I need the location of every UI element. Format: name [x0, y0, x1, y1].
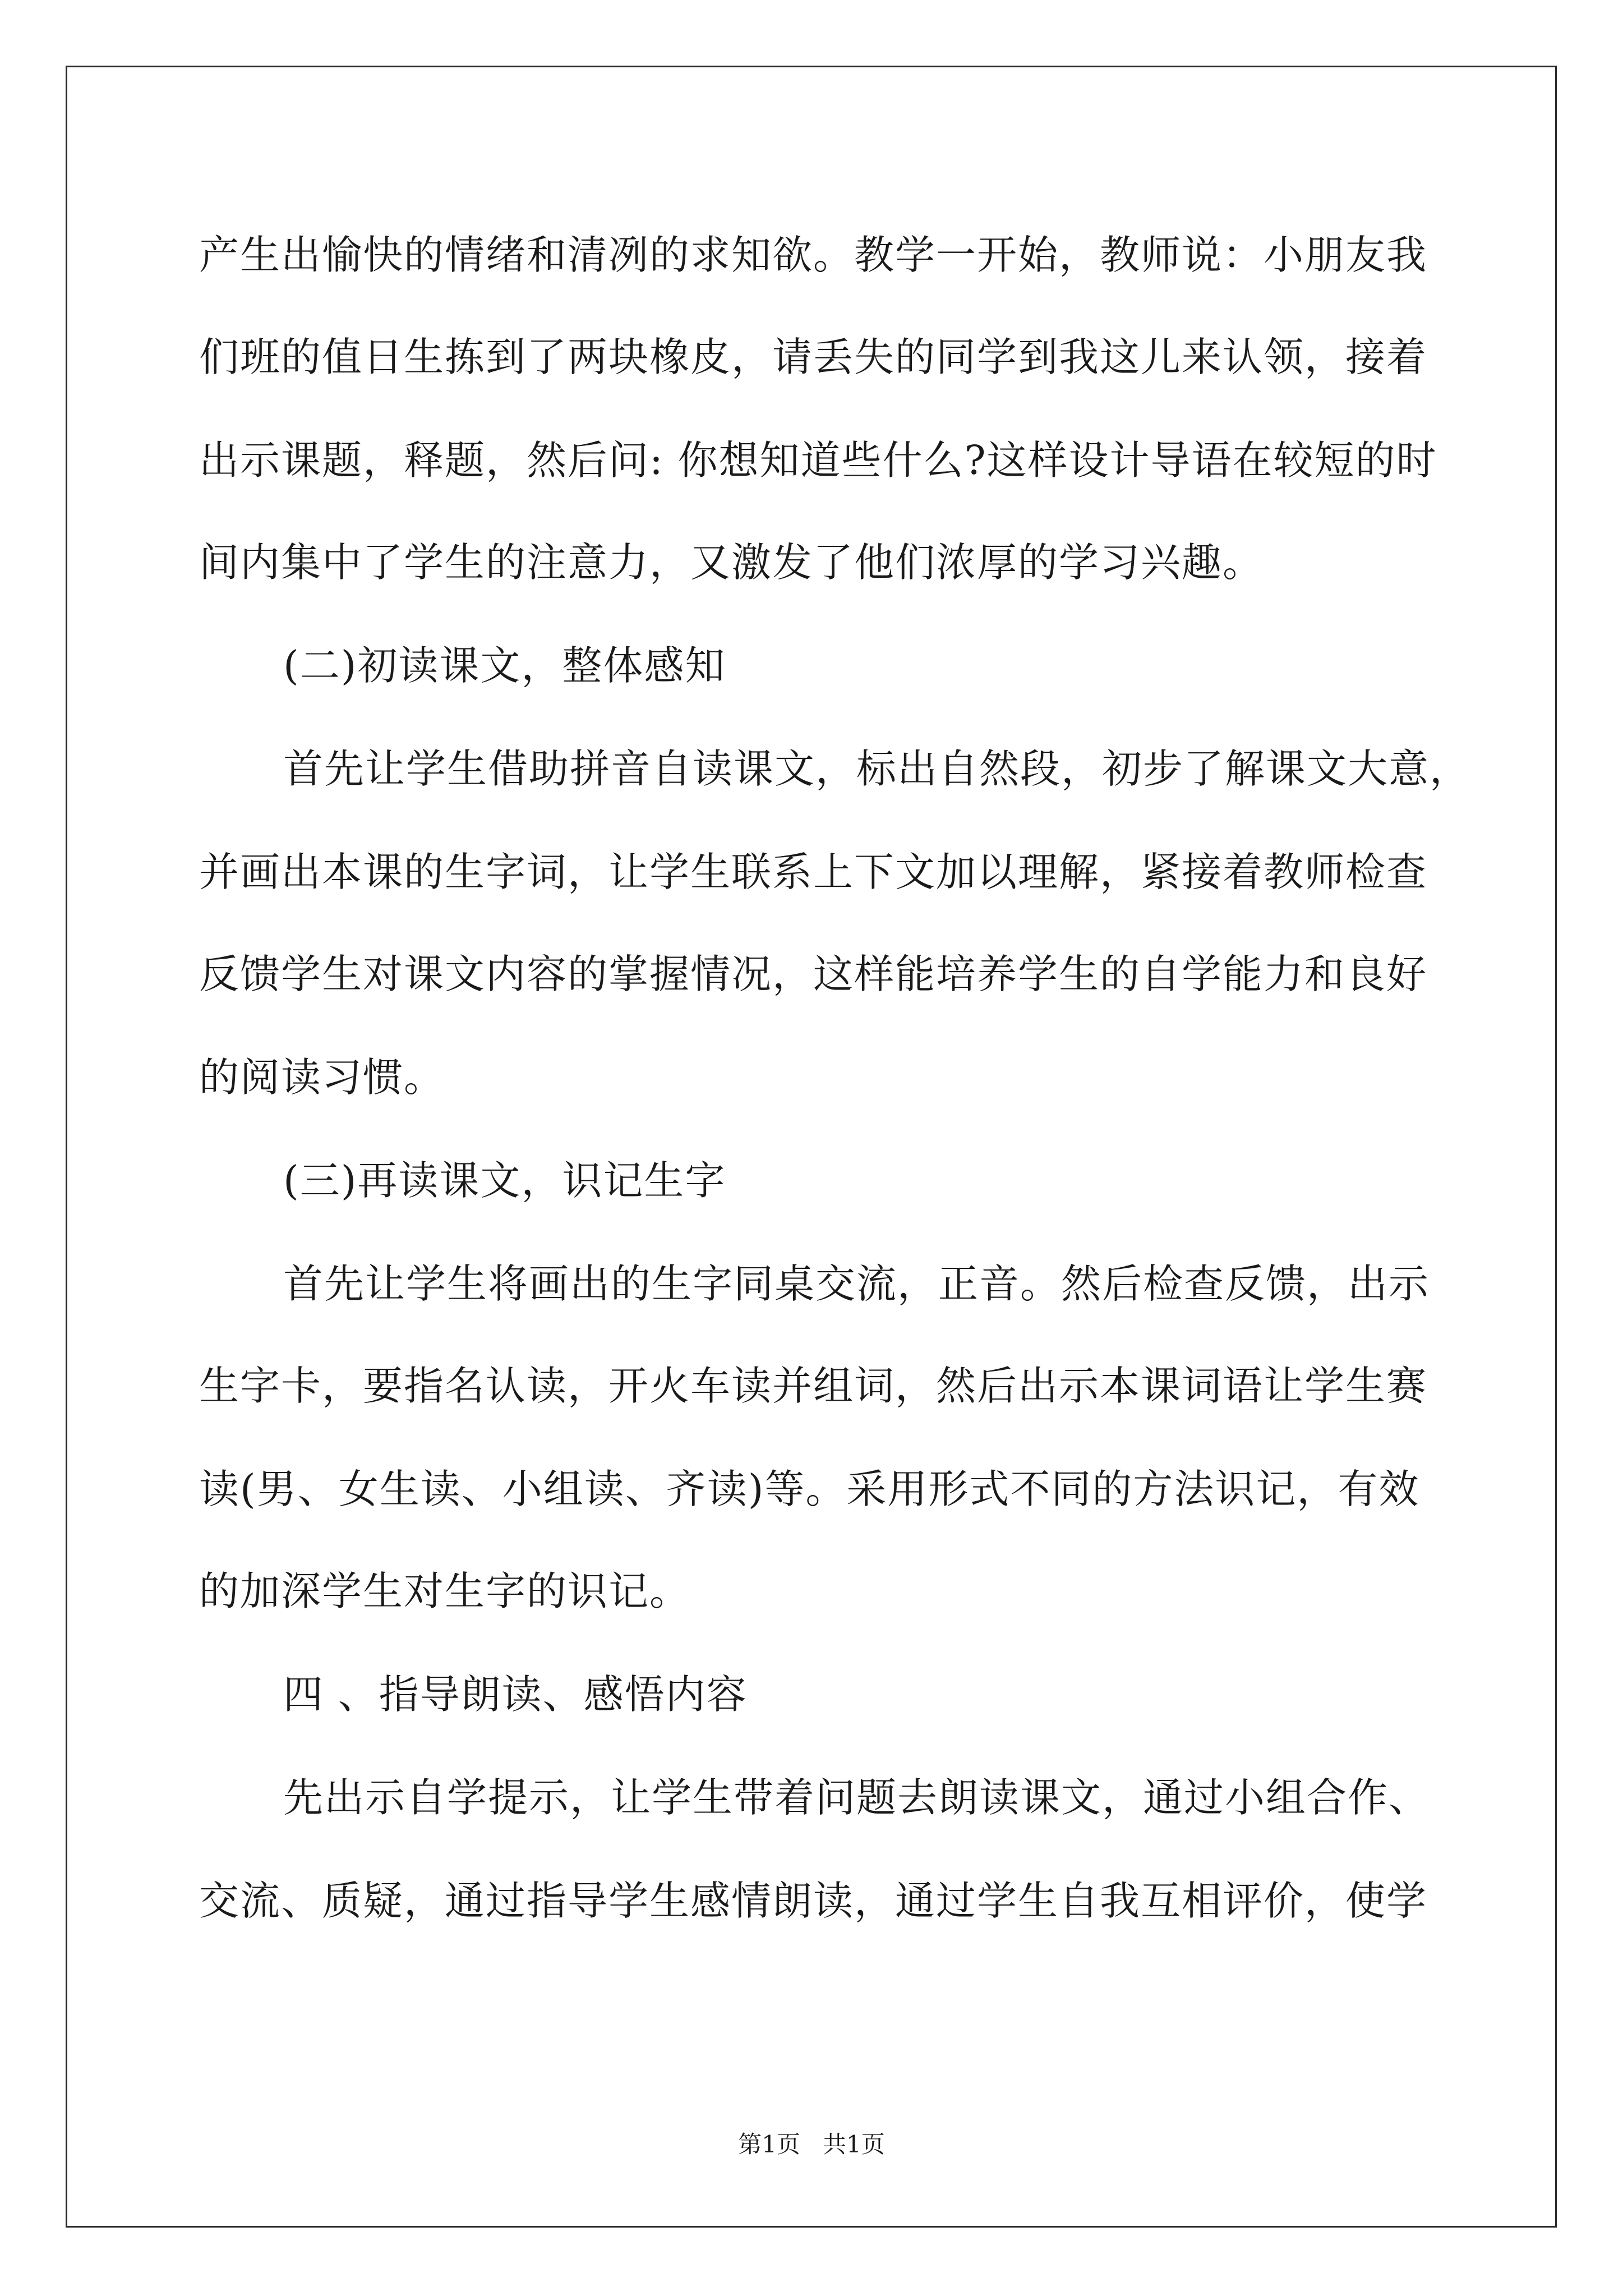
body-text-line: 的加深学生对生字的识记。: [199, 1568, 691, 1614]
body-text-line: 读(男、女生读、小组读、齐读)等。采用形式不同的方法识记，有效: [199, 1466, 1420, 1512]
section-heading: (三)再读课文，识记生字: [283, 1157, 726, 1204]
body-text-line: 产生出愉快的情绪和清冽的求知欲。教学一开始，教师说：小朋友我: [199, 232, 1428, 278]
page-number-footer: 第1页 共1页: [738, 2131, 885, 2158]
body-text-line: 先出示自学提示，让学生带着问题去朗读课文，通过小组合作、: [283, 1774, 1430, 1821]
body-text-line: 反馈学生对课文内容的掌握情况，这样能培养学生的自学能力和良好: [199, 951, 1428, 997]
body-text-line: 出示课题，释题，然后问: 你想知道些什么?这样设计导语在较短的时: [199, 437, 1437, 484]
body-text-line: 首先让学生借助拼音自读课文，标出自然段，初步了解课文大意，: [283, 746, 1471, 792]
body-text-line: 生字卡，要指名认读，开火车读并组词，然后出示本课词语让学生赛: [199, 1363, 1428, 1409]
section-heading: (二)初读课文，整体感知: [283, 642, 726, 689]
body-text-line: 间内集中了学生的注意力，又激发了他们浓厚的学习兴趣。: [199, 539, 1264, 586]
body-text-line: 首先让学生将画出的生字同桌交流，正音。然后检查反馈，出示: [283, 1260, 1430, 1307]
body-text-line: 的阅读习惯。: [199, 1054, 445, 1101]
section-heading: 四 、指导朗读、感悟内容: [283, 1671, 748, 1718]
body-text-line: 交流、质疑，通过指导学生感情朗读，通过学生自我互相评价，使学: [199, 1878, 1428, 1924]
body-text-line: 并画出本课的生字词，让学生联系上下文加以理解，紧接着教师检查: [199, 849, 1428, 895]
body-text-line: 们班的值日生拣到了两块橡皮，请丢失的同学到我这儿来认领，接着: [199, 334, 1428, 380]
